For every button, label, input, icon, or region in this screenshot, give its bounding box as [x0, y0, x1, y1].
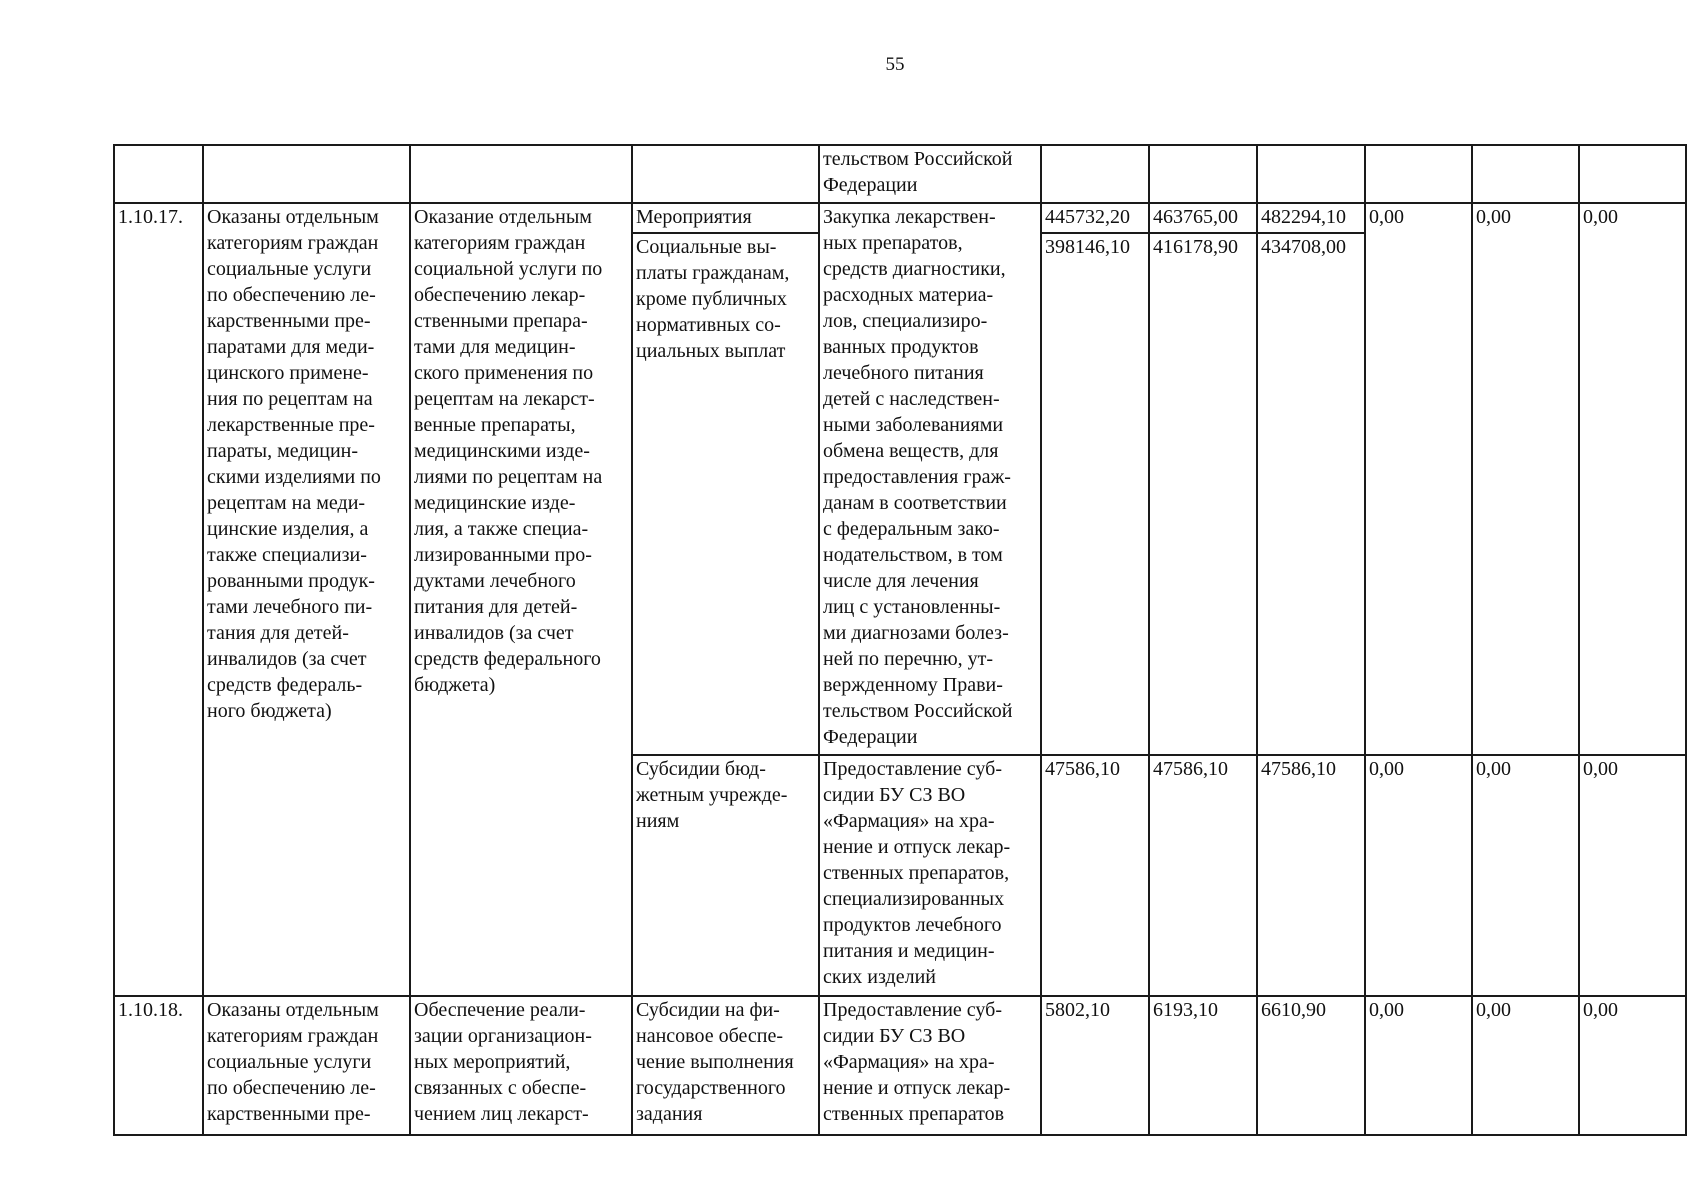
- cell-activity: тельством Российской Федерации: [819, 145, 1041, 203]
- cell-number: 1.10.18.: [114, 996, 203, 1135]
- cell-activity: Предоставление суб- сидии БУ СЗ ВО «Фармация» на хра- нение и отпуск лекар- ственных препаратов, специализированных продуктов лечебного питания и медицин- ских изделий: [819, 755, 1041, 996]
- cell-value: 445732,20: [1041, 203, 1149, 233]
- cell-value: 416178,90: [1149, 233, 1257, 755]
- cell-value: [1579, 145, 1686, 203]
- cell-result: [203, 145, 410, 203]
- cell-value: 0,00: [1472, 203, 1579, 755]
- cell-type: Субсидии на фи- нансовое обеспе- чение выполнения государственного задания: [632, 996, 819, 1135]
- cell-value: 0,00: [1472, 755, 1579, 996]
- table-row-1-10-18: [114, 996, 1686, 1135]
- cell-value: 47586,10: [1149, 755, 1257, 996]
- cell-service: [410, 145, 632, 203]
- cell-type-subsidies: Субсидии бюд- жетным учрежде- ниям: [632, 755, 819, 996]
- cell-result: Оказаны отдельным категориям граждан социальные услуги по обеспечению ле- карственными пре-: [203, 996, 410, 1135]
- cell-value: [1365, 145, 1472, 203]
- cell-value: 6610,90: [1257, 996, 1365, 1135]
- cell-value: [1257, 145, 1365, 203]
- cell-value: 0,00: [1365, 203, 1472, 755]
- cell-service: Оказание отдельным категориям граждан социальной услуги по обеспечению лекар- ственными препара- тами для медицин- ского применения по рецептам на лекарст- венные препараты, медицинскими изде- лиями по рецептам на медицинские изде- лия, а также специа- лизированными про- дуктами лечебного питания для детей- инвалидов (за счет средств федерального бюджета): [410, 203, 632, 996]
- cell-value: 0,00: [1365, 996, 1472, 1135]
- cell-type: [632, 145, 819, 203]
- table-row-continuation: [114, 145, 1686, 203]
- cell-value: 0,00: [1579, 203, 1686, 755]
- cell-value: [1041, 145, 1149, 203]
- cell-value: 47586,10: [1041, 755, 1149, 996]
- cell-value: 482294,10: [1257, 203, 1365, 233]
- cell-activity: Закупка лекарствен- ных препаратов, средств диагностики, расходных материа- лов, специализиро- ванных продуктов лечебного питания детей с наследствен- ными заболеваниями обмена веществ, для предоставления граж- данам в соответствии с федеральным зако- нодательством, в том числе для лечения лиц с установленны- ми диагнозами болез- ней по перечню, ут- вержденному Прави- тельством Российской Федерации: [819, 203, 1041, 755]
- cell-result: Оказаны отдельным категориям граждан социальные услуги по обеспечению ле- карственными пре- паратами для меди- цинского примене- ния по рецептам на лекарственные пре- параты, медицин- скими изделиями по рецептам на меди- цинские изделия, а также специализи- рованными продук- тами лечебного пи- тания для детей- инвалидов (за счет средств федераль- ного бюджета): [203, 203, 410, 996]
- cell-value: 0,00: [1365, 755, 1472, 996]
- cell-type-measures: Мероприятия: [632, 203, 819, 233]
- cell-value: 398146,10: [1041, 233, 1149, 755]
- cell-value: 47586,10: [1257, 755, 1365, 996]
- cell-value: 0,00: [1579, 996, 1686, 1135]
- cell-value: 6193,10: [1149, 996, 1257, 1135]
- cell-service: Обеспечение реали- зации организацион- ных мероприятий, связанных с обеспе- чением лиц лекарст-: [410, 996, 632, 1135]
- page-number: 55: [885, 54, 905, 75]
- cell-value: 434708,00: [1257, 233, 1365, 755]
- cell-value: 0,00: [1472, 996, 1579, 1135]
- cell-value: 463765,00: [1149, 203, 1257, 233]
- cell-value: [1472, 145, 1579, 203]
- cell-value: 0,00: [1579, 755, 1686, 996]
- cell-type-payments: Социальные вы- платы гражданам, кроме публичных нормативных со- циальных выплат: [632, 233, 819, 755]
- cell-value: 5802,10: [1041, 996, 1149, 1135]
- budget-table: [113, 144, 1687, 1136]
- table-row-1-10-17: [114, 203, 1686, 233]
- cell-number: [114, 145, 203, 203]
- cell-value: [1149, 145, 1257, 203]
- cell-number: 1.10.17.: [114, 203, 203, 996]
- cell-activity: Предоставление суб- сидии БУ СЗ ВО «Фармация» на хра- нение и отпуск лекар- ственных препаратов: [819, 996, 1041, 1135]
